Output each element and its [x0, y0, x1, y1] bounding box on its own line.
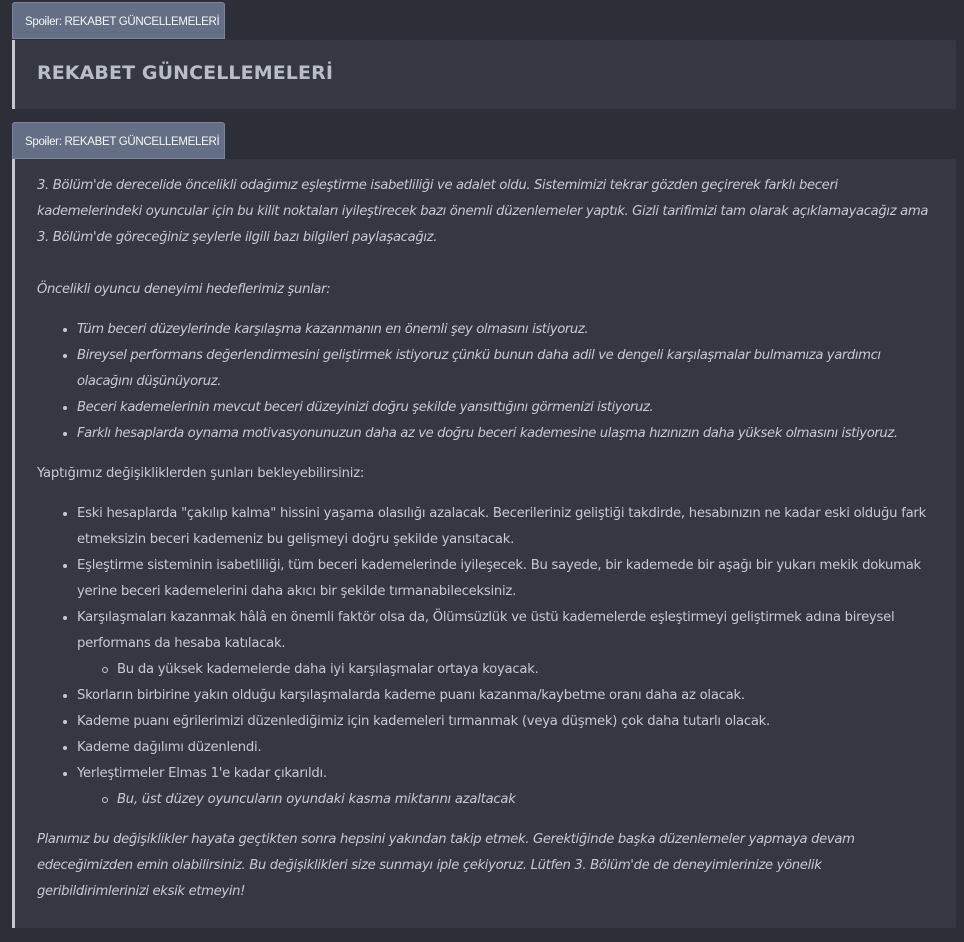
list-item — [77, 761, 932, 813]
list-item-text: Eşleştirme sisteminin isabetliliği, tüm beceri kademelerinde iyileşecek. Bu sayede, bir kademede bir aşağı bir yukarı mekik dokumak yerine beceri kademelerini daha akıcı bir şekilde tırmanabileceksiniz. — [77, 558, 921, 599]
list-item-text: Skorların birbirine yakın olduğu karşılaşmalarda kademe puanı kazanma/kaybetme oranı daha az olacak. — [77, 688, 745, 703]
changes-title: Yaptığımız değişikliklerden şunları bekleyebilirsiniz: — [37, 466, 365, 481]
spoiler-content-panel — [12, 159, 956, 928]
sub-list-item: Bu, üst düzey oyuncuların oyundaki kasma miktarını azaltacak — [117, 787, 932, 813]
list-item-text: Eski hesaplarda "çakılıp kalma" hissini yaşama olasılığı azalacak. Becerileriniz geliştiği takdirde, hesabınızın ne kadar eski olduğu fark etmeksizin beceri kademeniz bu gelişmeyi doğru şekilde yansıtacak. — [77, 506, 926, 547]
outro-paragraph: Planımız bu değişiklikler hayata geçtikten sonra hepsini yakından takip etmek. Gerektiğinde başka düzenlemeler yapmaya devam edeceğimizden emin olabilirsiniz. Bu değişiklikleri size sunmayı iple çekiyoruz. Lütfen 3. Bölüm'de de deneyimlerinize yönelik geribildirimlerinizi eksik etmeyin! — [37, 832, 855, 899]
list-item — [77, 709, 932, 735]
list-item: Farklı hesaplarda oynama motivasyonunuzun daha az ve doğru beceri kademesine ulaşma hızınızın daha yüksek olmasını istiyoruz. — [77, 421, 932, 447]
list-item: Tüm beceri düzeylerinde karşılaşma kazanmanın en önemli şey olmasını istiyoruz. — [77, 317, 932, 343]
spoiler-toggle-button[interactable]: Spoiler: REKABET GÜNCELLEMELERİ — [12, 2, 225, 39]
list-item: Beceri kademelerinin mevcut beceri düzeyinizi doğru şekilde yansıttığını görmenizi istiyoruz. — [77, 395, 932, 421]
section-heading: REKABET GÜNCELLEMELERİ — [37, 62, 333, 84]
list-item — [77, 553, 932, 605]
sub-list — [77, 787, 932, 813]
sub-list-item: Bu da yüksek kademelerde daha iyi karşılaşmalar ortaya koyacak. — [117, 657, 932, 683]
list-item-text: Yerleştirmeler Elmas 1'e kadar çıkarıldı. — [77, 766, 327, 781]
list-item — [77, 501, 932, 553]
sub-list — [77, 657, 932, 683]
changes-list — [37, 501, 932, 813]
list-item — [77, 735, 932, 761]
list-item: Bireysel performans değerlendirmesini geliştirmek istiyoruz çünkü bunun daha adil ve dengeli karşılaşmalar bulmamıza yardımcı olacağını düşünüyoruz. — [77, 343, 932, 395]
intro-paragraph: 3. Bölüm'de derecelide öncelikli odağımız eşleştirme isabetliliği ve adalet oldu. Sistemimizi tekrar gözden geçirerek farklı beceri kademelerindeki oyuncular için bu kilit noktaları iyileştirecek bazı önemli düzenlemeler yaptık. Gizli tarifimizi tam olarak açıklamayacağız ama 3. Bölüm'de göreceğiniz şeylerle ilgili bazı bilgileri paylaşacağız. — [37, 178, 929, 245]
spoiler-toggle-button[interactable]: Spoiler: REKABET GÜNCELLEMELERİ — [12, 122, 225, 159]
goals-title: Öncelikli oyuncu deneyimi hedeflerimiz şunlar: — [37, 282, 331, 297]
goals-list — [37, 317, 932, 447]
spoiler-content-panel — [12, 40, 956, 109]
list-item-text: Kademe puanı eğrilerimizi düzenlediğimiz için kademeleri tırmanmak (veya düşmek) çok daha tutarlı olacak. — [77, 714, 771, 729]
list-item — [77, 683, 932, 709]
list-item-text: Karşılaşmaları kazanmak hâlâ en önemli faktör olsa da, Ölümsüzlük ve üstü kademelerde eşleştirmeyi geliştirmek adına bireysel performans da hesaba katılacak. — [77, 610, 895, 651]
list-item-text: Kademe dağılımı düzenlendi. — [77, 740, 262, 755]
list-item — [77, 605, 932, 683]
